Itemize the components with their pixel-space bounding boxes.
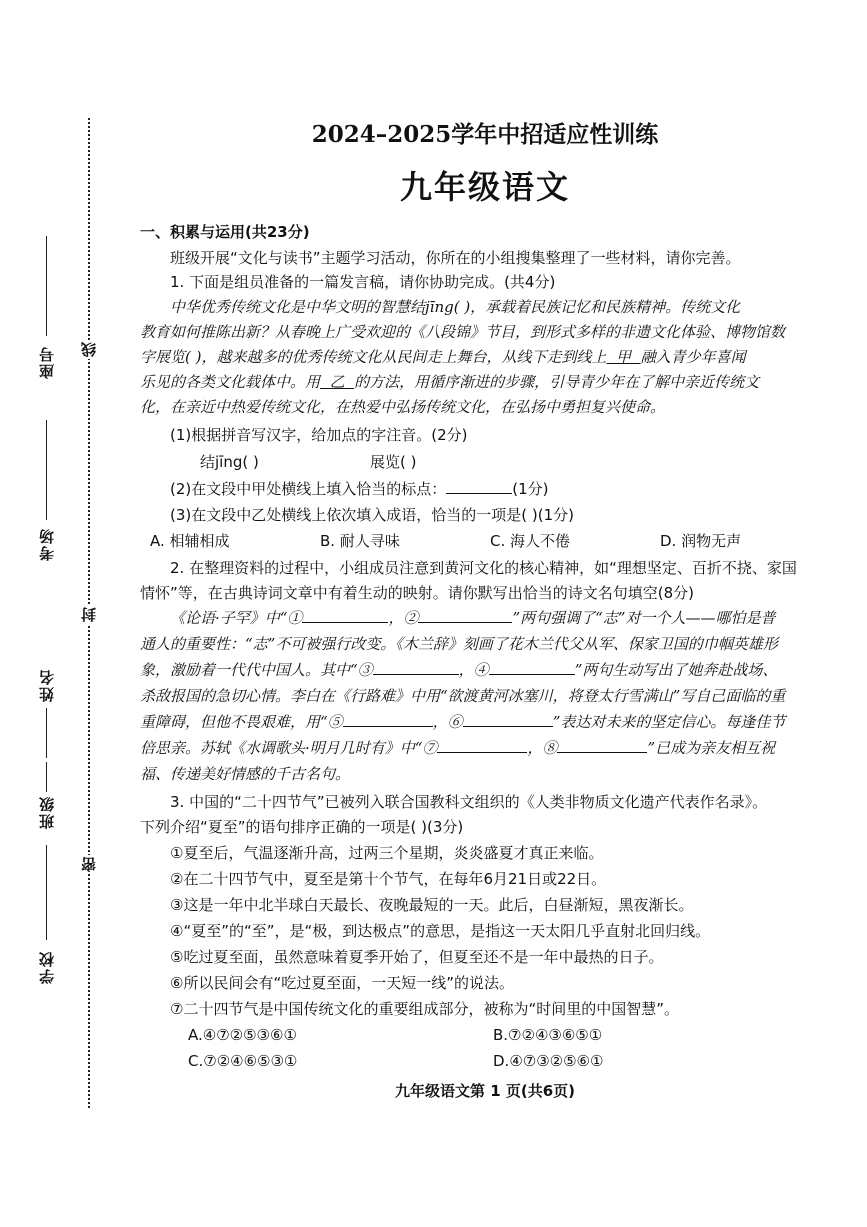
q3-item: ⑤吃过夏至面，虽然意味着夏季开始了，但夏至还不是一年中最热的日子。	[170, 948, 664, 966]
answer-blank	[446, 479, 512, 494]
school-label: 学校	[38, 950, 56, 984]
q1-passage-line: 中华优秀传统文化是中华文明的智慧结jīng( )，承载着民族记忆和民族精神。传统文化	[170, 298, 741, 316]
cut-word-mi: 密	[80, 857, 98, 872]
class-label: 班级	[38, 795, 56, 829]
q3-stem: 3. 中国的“二十四节气”已被列入联合国教科文组织的《人类非物质文化遗产代表作名录》。	[170, 793, 768, 811]
option-c: C. 海人不倦	[490, 532, 571, 550]
q1-1-answer-b: 展览( )	[370, 453, 417, 471]
name-label: 姓名	[38, 668, 56, 702]
blank-yi: 乙	[329, 373, 345, 391]
q3-item: ④“夏至”的“至”，是“极，到达极点”的意思，是指这一天太阳几乎直射北回归线。	[170, 922, 711, 940]
q2-passage-line: 重障碍，但他不畏艰难，用“⑤ ，⑥ ”表达对未来的坚定信心。每逢佳节	[140, 713, 786, 731]
q1-passage-line: 乐见的各类文化载体中。用 乙 的方法，用循序渐进的步骤，引导青少年在了解中亲近传统文	[140, 373, 760, 391]
q3-item: ⑥所以民间会有“吃过夏至面，一天短一线”的说法。	[170, 974, 514, 992]
option-a: A. 相辅相成	[150, 532, 230, 550]
q1-3: (3)在文段中乙处横线上依次填入成语，恰当的一项是( )(1分)	[170, 506, 574, 524]
name-field	[46, 708, 47, 758]
class-field-b	[46, 845, 47, 940]
q2-passage-line: 福、传递美好情感的千古名句。	[140, 765, 351, 783]
q1-passage-line: 教育如何推陈出新？从春晚上广受欢迎的《八段锦》节目，到形式多样的非遗文化体验、博物馆数	[140, 323, 786, 341]
option-b: B.⑦②④③⑥⑤①	[493, 1026, 603, 1044]
exam-title: 2024–2025学年中招适应性训练	[311, 121, 659, 148]
option-b: B. 耐人寻味	[320, 532, 400, 550]
q2-passage-line: 《论语·子罕》中“① ，② ”两句强调了“志”对一个人——哪怕是普	[170, 609, 776, 627]
blank-jia: 甲	[616, 348, 632, 366]
option-a: A.④⑦②⑤③⑥①	[188, 1026, 297, 1044]
seat-label: 座号	[38, 345, 56, 379]
class-field-a	[46, 762, 47, 792]
q3-item: ③这是一年中北半球白天最长、夜晚最短的一天。此后，白昼渐短，黑夜渐长。	[170, 896, 694, 914]
q1-passage-line: 字展览( )，越来越多的优秀传统文化从民间走上舞台，从线下走到线上 甲 融入青少年喜闻	[140, 348, 746, 366]
q1-1: (1)根据拼音写汉字，给加点的字注音。(2分)	[170, 426, 468, 444]
q1-2: (2)在文段中甲处横线上填入恰当的标点： (1分)	[170, 480, 549, 498]
q2-stem: 2. 在整理资料的过程中，小组成员注意到黄河文化的核心精神，如“理想坚定、百折不挠、家国	[170, 559, 797, 577]
page-footer: 九年级语文第 1 页(共6页)	[394, 1082, 576, 1100]
q1-passage-line: 化，在亲近中热爱传统文化，在热爱中弘扬传统文化，在弘扬中勇担复兴使命。	[140, 398, 666, 416]
q3-item: ②在二十四节气中，夏至是第十个节气，在每年6月21日或22日。	[170, 870, 607, 888]
q2-passage-line: 杀敌报国的急切心情。李白在《行路难》中用“欲渡黄河冰塞川，将登太行雪满山”写自己面临的重	[140, 687, 786, 705]
q1-stem: 1. 下面是组员准备的一篇发言稿，请你协助完成。(共4分)	[170, 273, 556, 291]
q2-passage-line: 通人的重要性：“志”不可被强行改变。《木兰辞》刻画了花木兰代父从军、保家卫国的巾帼英雄形	[140, 635, 778, 653]
subject-title: 九年级语文	[399, 168, 570, 206]
q2-passage-line: 象，激励着一代代中国人。其中“③ ，④ ”两句生动写出了她奔赴战场、	[140, 661, 778, 679]
q2-passage-line: 倍思亲。苏轼《水调歌头·明月几时有》中“⑦ ，⑧ ”已成为亲友相互祝	[140, 739, 776, 757]
q1-1-answer-a: 结jīng( )	[200, 453, 259, 471]
q3-stem: 下列介绍“夏至”的语句排序正确的一项是( )(3分)	[140, 818, 464, 836]
room-label: 考场	[38, 527, 56, 561]
binding-margin	[0, 0, 110, 1227]
intro-text: 班级开展“文化与读书”主题学习活动，你所在的小组搜集整理了一些材料，请你完善。	[170, 249, 741, 267]
q3-item: ⑦二十四节气是中国传统文化的重要组成部分，被称为“时间里的中国智慧”。	[170, 1000, 679, 1018]
room-field	[46, 420, 47, 520]
section-heading: 一、积累与运用(共23分)	[140, 223, 310, 241]
cut-word-xian: 线	[80, 342, 98, 357]
option-d: D.④⑦③②⑤⑥①	[493, 1052, 604, 1070]
cut-word-feng: 封	[80, 607, 98, 622]
q2-stem: 情怀”等，在古典诗词文章中有着生动的映射。请你默写出恰当的诗文名句填空(8分)	[140, 584, 695, 602]
seat-field	[46, 236, 47, 336]
q3-item: ①夏至后，气温逐渐升高，过两三个星期，炎炎盛夏才真正来临。	[170, 844, 604, 862]
option-c: C.⑦②④⑥⑤③①	[188, 1052, 298, 1070]
option-d: D. 润物无声	[660, 532, 742, 550]
